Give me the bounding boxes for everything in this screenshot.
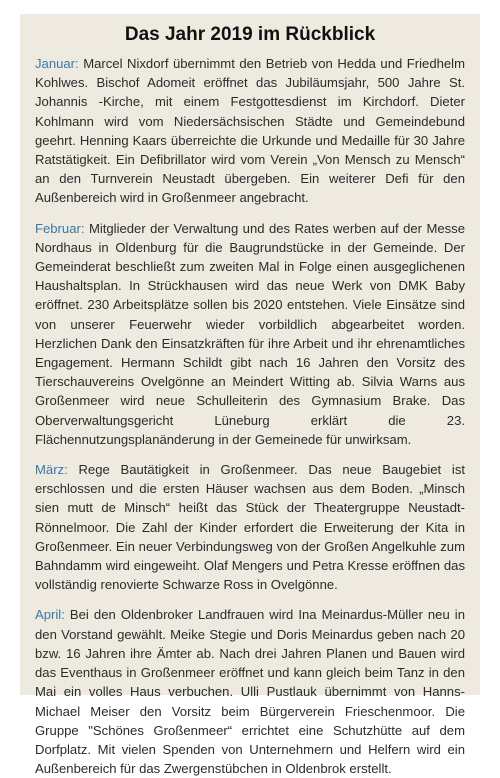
month-label-maerz: März: — [35, 462, 68, 478]
month-label-februar: Februar: — [35, 220, 85, 236]
section-text-maerz: Rege Bautätigkeit in Großenmeer. Das neue Baugebiet ist erschlossen und die ersten Häuser wachsen aus dem Boden. „Minsch sien mutt de Minsch“ heißt das Stück der Theatergruppe Neustadt-Rönnelmoor. Die Zahl der Kinder erfordert die Erweiterung der Kita in Großenmeer. Ein neuer Verbindungsweg von der Großen Angelkuhle zum Bahndamm wird eingeweiht. Olaf Mengers und Petra Kresse eröffnen das vollständig renovierte Schwarze Ross in Ovelgönne. — [35, 462, 465, 593]
section-text-april: Bei den Oldenbroker Landfrauen wird Ina Meinardus-Müller neu in den Vorstand gewählt. Meike Stegie und Doris Meinardus geben nach 20 bzw. 16 Jahren ihre Ämter ab. Nach drei Jahren Planen und Bauen wird das Eventhaus in Großenmeer eröffnet und kann gleich beim Tanz in den Mai ein volles Haus verbuchen. Ulli Pustlauk übernimmt von Hanns-Michael Meiser den Vorsitz beim Bürgerverein Frieschenmoor. Die Gruppe "Schönes Großenmeer“ errichtet eine Schutzhütte auf dem Dorfplatz. Mit vielen Spenden von Unternehmern und Helfern wird ein Außenbereich für das Zwergenstübchen in Oldenbrok erstellt. — [35, 607, 465, 777]
review-panel — [20, 14, 480, 777]
month-label-januar: Januar: — [35, 56, 79, 71]
section-maerz — [35, 460, 465, 594]
section-april — [35, 605, 465, 778]
section-januar — [35, 54, 465, 208]
section-text-januar: Marcel Nixdorf übernimmt den Betrieb von Hedda und Friedhelm Kohlwes. Bischof Adomeit eröffnet das Jubiläumsjahr, 500 Jahre St. Johannis -Kirche, mit einem Festgottesdienst im Kirchdorf. Dieter Kohlmann wird vom Niedersächsischen Städte und Gemeindebund geehrt. Henning Kaars überreichte die Urkunde und Medaille für 30 Jahre Ratstätigkeit. Ein Defibrillator wird vom Verein „Von Mensch zu Mensch“ an den Turnverein Neustadt übergeben. Ein weiterer Defi für den Außenbereich wird in Großenmeer angebracht. — [35, 56, 465, 206]
page-title: Das Jahr 2019 im Rückblick — [124, 24, 376, 45]
section-text-februar: Mitglieder der Verwaltung und des Rates werben auf der Messe Nordhaus in Oldenburg für die Baugrundstücke in der Gemeinde. Der Gemeinderat beschließt zum zweiten Mal in Folge einen ausgeglichenen Haushaltsplan. In Strückhausen wird das neue Werk von DMK Baby eröffnet. 230 Arbeitsplätze sollen bis 2020 entstehen. Viele Einsätze sind von unserer Feuerwehr wieder vorbildlich abgearbeitet worden. Herzlichen Dank den Einsatzkräften für ihre Arbeit und ihr ehrenamtliches Engagement. Hermann Schildt gibt nach 16 Jahren den Vorsitz des Tierschauvereins Ovelgönne an Meindert Witting ab. Silvia Warns aus Großenmeer wird neue Schulleiterin des Gymnasium Brake. Das Oberverwaltungsgericht Lüneburg erklärt die 23. Flächennutzungsplanänderung in der Gemeinede für unwirksam. — [35, 220, 466, 447]
section-februar — [35, 219, 465, 449]
month-label-april: April: — [35, 607, 65, 623]
